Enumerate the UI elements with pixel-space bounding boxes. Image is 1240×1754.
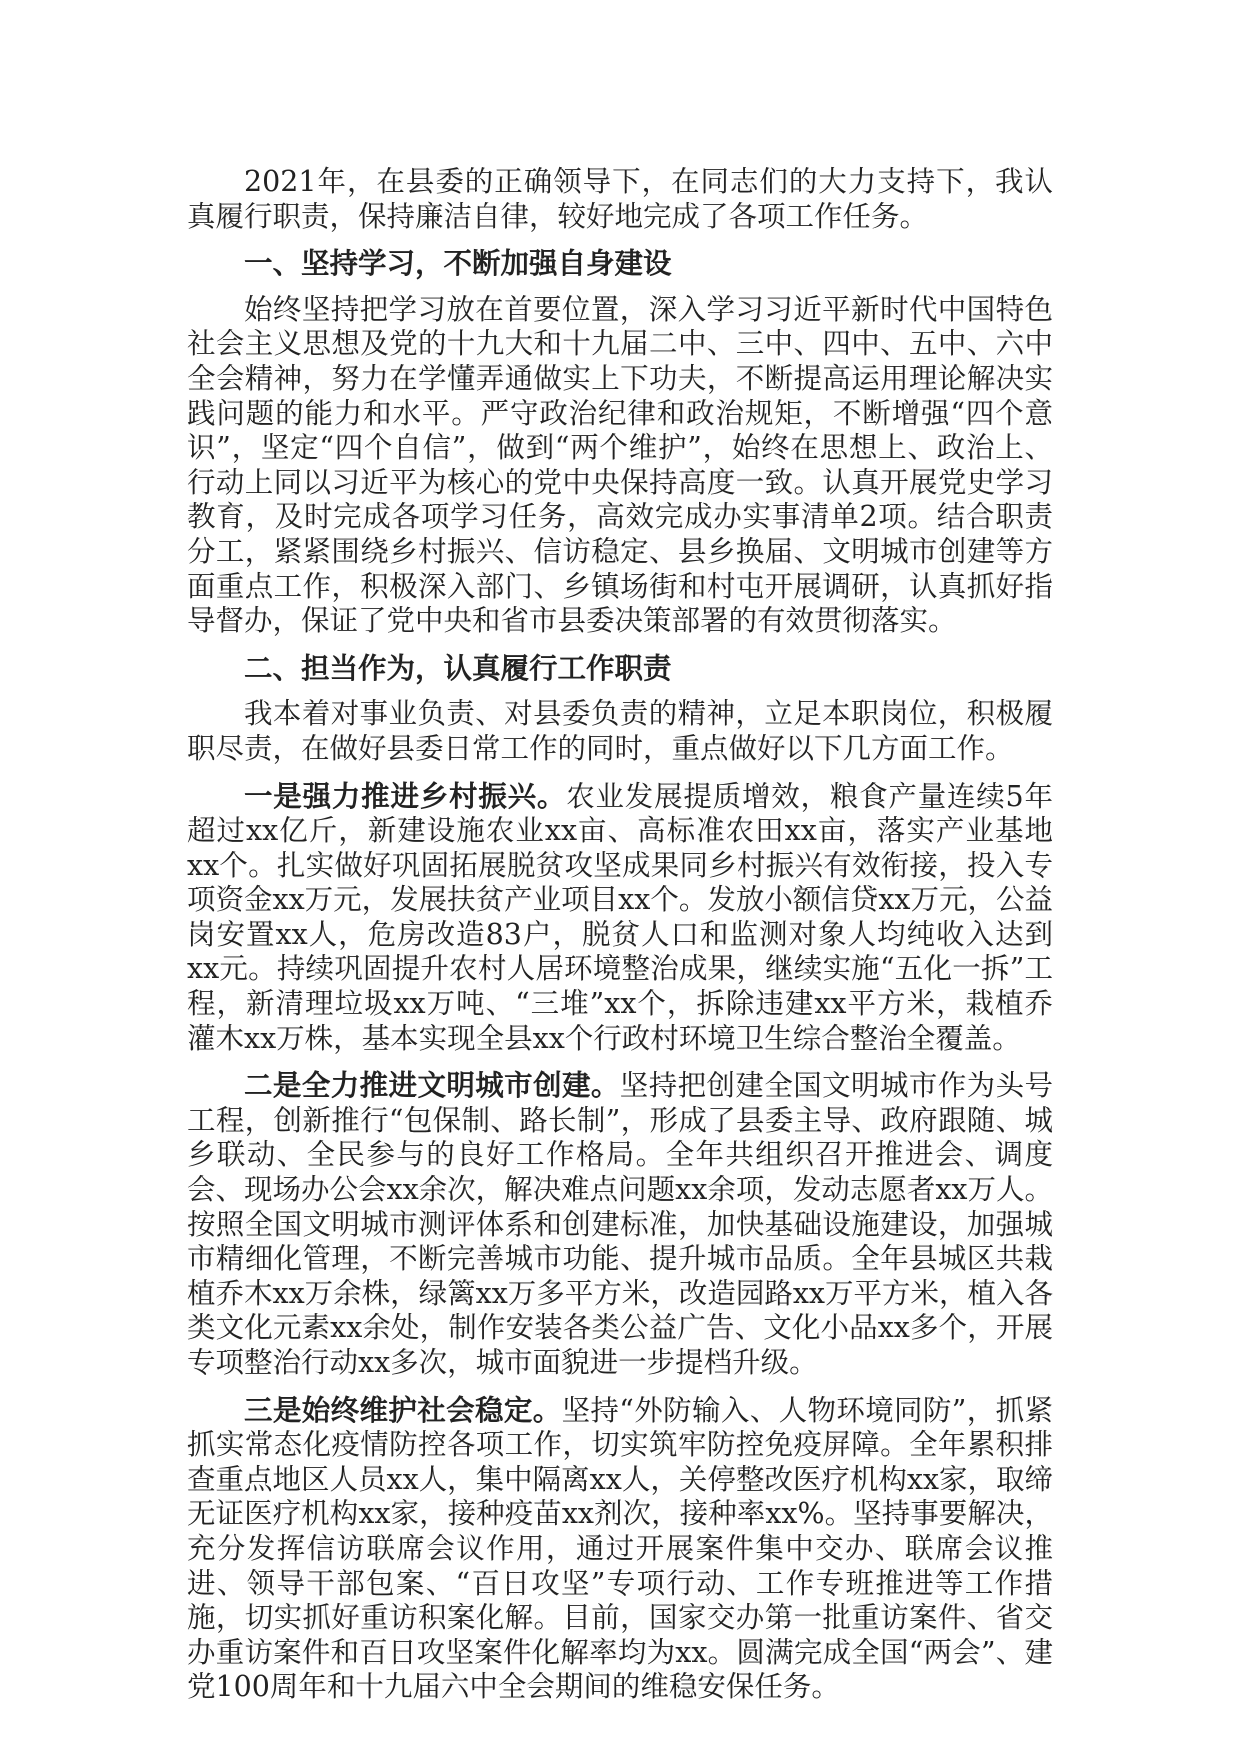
- section-2-intro: 我本着对事业负责、对县委负责的精神，立足本职岗位，积极履职尽责，在做好县委日常工作的同时，重点做好以下几方面工作。: [187, 697, 1053, 765]
- item-lead: 三是始终维护社会稳定。: [244, 1392, 562, 1427]
- item-text: 坚持把创建全国文明城市作为头号工程，创新推行“包保制、路长制”，形成了县委主导、政府跟随、城乡联动、全民参与的良好工作格局。全年共组织召开推进会、调度会、现场办公会xx余次，解决难点问题xx余项，发动志愿者xx万人。按照全国文明城市测评体系和创建标准，加快基础设施建设，加强城市精细化管理，不断完善城市功能、提升城市品质。全年县城区共栽植乔木xx万余株，绿篱xx万多平方米，改造园路xx万平方米，植入各类文化元素xx余处，制作安装各类公益广告、文化小品xx多个，开展专项整治行动xx多次，城市面貌进一步提档升级。: [187, 1069, 1053, 1379]
- item-text: 坚持“外防输入、人物环境同防”，抓紧抓实常态化疫情防控各项工作，切实筑牢防控免疫屏障。全年累积排查重点地区人员xx人，集中隔离xx人，关停整改医疗机构xx家，取缔无证医疗机构xx家，接种疫苗xx剂次，接种率xx%。坚持事要解决，充分发挥信访联席会议作用，通过开展案件集中交办、联席会议推进、领导干部包案、“百日攻坚”专项行动、工作专班推进等工作措施，切实抓好重访积案化解。目前，国家交办第一批重访案件、省交办重访案件和百日攻坚案件化解率均为xx。圆满完成全国“两会”、建党100周年和十九届六中全会期间的维稳安保任务。: [187, 1393, 1053, 1704]
- item-rural-revitalization: [187, 779, 1053, 1057]
- document-page: [187, 165, 1053, 1717]
- item-social-stability: [187, 1393, 1053, 1705]
- item-civilized-city: [187, 1068, 1053, 1380]
- item-lead: 一是强力推进乡村振兴。: [244, 778, 567, 813]
- intro-paragraph: 2021年，在县委的正确领导下，在同志们的大力支持下，我认真履行职责，保持廉洁自律，较好地完成了各项工作任务。: [187, 165, 1053, 233]
- item-lead: 二是全力推进文明城市创建。: [244, 1068, 620, 1103]
- section-1-heading: 一、坚持学习，不断加强自身建设: [244, 246, 672, 281]
- section-1-body: 始终坚持把学习放在首要位置，深入学习习近平新时代中国特色社会主义思想及党的十九大和十九届二中、三中、四中、五中、六中全会精神，努力在学懂弄通做实上下功夫，不断提高运用理论解决实践问题的能力和水平。严守政治纪律和政治规矩，不断增强“四个意识”，坚定“四个自信”，做到“两个维护”，始终在思想上、政治上、行动上同以习近平为核心的党中央保持高度一致。认真开展党史学习教育，及时完成各项学习任务，高效完成办实事清单2项。结合职责分工，紧紧围绕乡村振兴、信访稳定、县乡换届、文明城市创建等方面重点工作，积极深入部门、乡镇场街和村屯开展调研，认真抓好指导督办，保证了党中央和省市县委决策部署的有效贯彻落实。: [187, 292, 1053, 638]
- section-2-heading: 二、担当作为，认真履行工作职责: [244, 650, 672, 685]
- item-text: 农业发展提质增效，粮食产量连续5年超过xx亿斤，新建设施农业xx亩、高标准农田xx亩，落实产业基地xx个。扎实做好巩固拓展脱贫攻坚成果同乡村振兴有效衔接，投入专项资金xx万元，发展扶贫产业项目xx个。发放小额信贷xx万元，公益岗安置xx人，危房改造83户，脱贫人口和监测对象人均纯收入达到xx元。持续巩固提升农村人居环境整治成果，继续实施“五化一拆”工程，新清理垃圾xx万吨、“三堆”xx个，拆除违建xx平方米，栽植乔灌木xx万株，基本实现全县xx个行政村环境卫生综合整治全覆盖。: [187, 779, 1053, 1055]
